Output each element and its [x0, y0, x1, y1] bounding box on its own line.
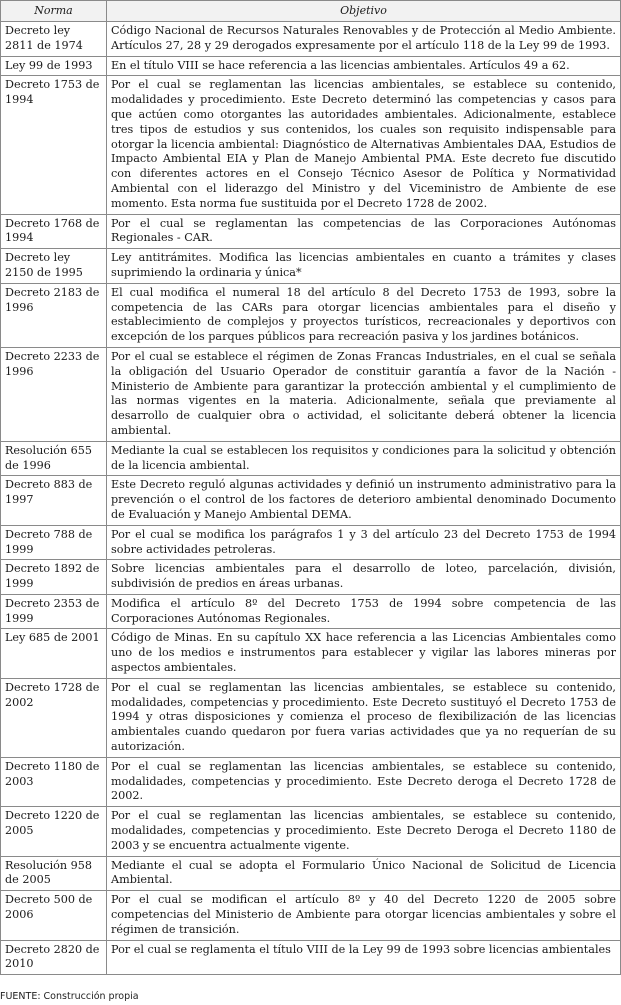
- objetivo-cell: Por el cual se reglamentan las licencias ambientales, se establece su contenido, modalidades, competencias y procedimiento. Este Decreto Deroga el Decreto 1180 de 2003 y se encuentra actualmente vigente.: [107, 807, 621, 856]
- objetivo-cell: Este Decreto reguló algunas actividades y definió un instrumento administrativo para la prevención o el control de los factores de deterioro ambiental denominado Documento de Evaluación y Manejo Ambiental DEMA.: [107, 476, 621, 525]
- table-row: [1, 56, 621, 76]
- header-objetivo: Objetivo: [107, 1, 621, 22]
- norma-cell: Decreto ley 2811 de 1974: [1, 22, 107, 57]
- objetivo-cell: Por el cual se reglamentan las licencias ambientales, se establece su contenido, modalidades y procedimiento. Este Decreto determinó las competencias y casos para que actúen como otorgantes las autoridades ambientales. Adicionalmente, establece tres tipos de estudios y sus contenidos, los cuales son requisito indispensable para otorgar la licencia ambiental: Diagnóstico de Alternativas Ambientales DAA, Estudios de Impacto Ambiental EIA y Plan de Manejo Ambiental PMA. Este decreto fue discutido con diferentes actores en el Consejo Técnico Asesor de Política y Normatividad Ambiental con el liderazgo del Ministro y del Viceministro de Ambiente de ese momento. Esta norma fue sustituida por el Decreto 1728 de 2002.: [107, 76, 621, 214]
- table-row: [1, 441, 621, 476]
- objetivo-cell: Código de Minas. En su capítulo XX hace referencia a las Licencias Ambientales como uno de los medios e instrumentos para establecer y vigilar las labores mineras por aspectos ambientales.: [107, 629, 621, 678]
- table-row: [1, 476, 621, 525]
- table-row: [1, 525, 621, 560]
- objetivo-cell: Mediante la cual se establecen los requisitos y condiciones para la solicitud y obtención de la licencia ambiental.: [107, 441, 621, 476]
- norma-cell: Decreto ley 2150 de 1995: [1, 249, 107, 284]
- objetivo-cell: Por el cual se reglamenta el título VIII de la Ley 99 de 1993 sobre licencias ambientales: [107, 940, 621, 975]
- norma-cell: Decreto 2820 de 2010: [1, 940, 107, 975]
- objetivo-cell: Por el cual se establece el régimen de Zonas Francas Industriales, en el cual se señala la obligación del Usuario Operador de constituir garantía a favor de la Nación - Ministerio de Ambiente para garantizar la protección ambiental y el cumplimiento de las normas vigentes en la materia. Adicionalmente, señala que previamente al desarrollo de cualquier obra o actividad, el solicitante deberá obtener la licencia ambiental.: [107, 347, 621, 441]
- table-row: [1, 76, 621, 214]
- objetivo-cell: Modifica el artículo 8º del Decreto 1753 de 1994 sobre competencia de las Corporaciones Autónomas Regionales.: [107, 594, 621, 629]
- objetivo-cell: Código Nacional de Recursos Naturales Renovables y de Protección al Medio Ambiente. Artículos 27, 28 y 29 derogados expresamente por el artículo 118 de la Ley 99 de 1993.: [107, 22, 621, 57]
- table-row: [1, 22, 621, 57]
- objetivo-cell: En el título VIII se hace referencia a las licencias ambientales. Artículos 49 a 62.: [107, 56, 621, 76]
- objetivo-cell: Sobre licencias ambientales para el desarrollo de loteo, parcelación, división, subdivisión de predios en áreas urbanas.: [107, 560, 621, 595]
- norma-cell: Resolución 958 de 2005: [1, 856, 107, 891]
- table-row: [1, 678, 621, 757]
- table-row: [1, 214, 621, 249]
- norma-cell: Decreto 1892 de 1999: [1, 560, 107, 595]
- table-row: [1, 940, 621, 975]
- table-row: [1, 249, 621, 284]
- norma-cell: Decreto 2233 de 1996: [1, 347, 107, 441]
- table-header-row: [1, 1, 621, 22]
- norma-cell: Decreto 1220 de 2005: [1, 807, 107, 856]
- table-row: [1, 347, 621, 441]
- header-norma: Norma: [1, 1, 107, 22]
- objetivo-cell: Mediante el cual se adopta el Formulario Único Nacional de Solicitud de Licencia Ambiental.: [107, 856, 621, 891]
- norma-cell: Decreto 500 de 2006: [1, 891, 107, 940]
- norma-cell: Decreto 883 de 1997: [1, 476, 107, 525]
- norma-cell: Decreto 2353 de 1999: [1, 594, 107, 629]
- norma-cell: Decreto 1753 de 1994: [1, 76, 107, 214]
- table-row: [1, 891, 621, 940]
- table-row: [1, 560, 621, 595]
- table-row: [1, 283, 621, 347]
- table-row: [1, 856, 621, 891]
- norma-cell: Resolución 655 de 1996: [1, 441, 107, 476]
- objetivo-cell: Por el cual se reglamentan las licencias ambientales, se establece su contenido, modalidades, competencias y procedimiento. Este Decreto deroga el Decreto 1728 de 2002.: [107, 757, 621, 806]
- table-row: [1, 757, 621, 806]
- objetivo-cell: Ley antitrámites. Modifica las licencias ambientales en cuanto a trámites y clases suprimiendo la ordinaria y única*: [107, 249, 621, 284]
- objetivo-cell: Por el cual se modifica los parágrafos 1 y 3 del artículo 23 del Decreto 1753 de 1994 sobre actividades petroleras.: [107, 525, 621, 560]
- norma-cell: Decreto 1768 de 1994: [1, 214, 107, 249]
- objetivo-cell: Por el cual se reglamentan las competencias de las Corporaciones Autónomas Regionales - CAR.: [107, 214, 621, 249]
- norma-cell: Ley 99 de 1993: [1, 56, 107, 76]
- norma-cell: Decreto 2183 de 1996: [1, 283, 107, 347]
- source-note: FUENTE: Construcción propia: [0, 991, 139, 1002]
- table-row: [1, 807, 621, 856]
- norma-cell: Decreto 1728 de 2002: [1, 678, 107, 757]
- norma-cell: Decreto 788 de 1999: [1, 525, 107, 560]
- table-row: [1, 629, 621, 678]
- norma-cell: Decreto 1180 de 2003: [1, 757, 107, 806]
- norma-cell: Ley 685 de 2001: [1, 629, 107, 678]
- objetivo-cell: Por el cual se modifican el artículo 8º y 40 del Decreto 1220 de 2005 sobre competencias del Ministerio de Ambiente para otorgar licencias ambientales y sobre el régimen de transición.: [107, 891, 621, 940]
- objetivo-cell: El cual modifica el numeral 18 del artículo 8 del Decreto 1753 de 1993, sobre la competencia de las CARs para otorgar licencias ambientales para el diseño y establecimiento de complejos y proyectos turísticos, recreacionales y deportivos con excepción de los parques públicos para recreación pasiva y los jardines botánicos.: [107, 283, 621, 347]
- objetivo-cell: Por el cual se reglamentan las licencias ambientales, se establece su contenido, modalidades, competencias y procedimiento. Este Decreto sustituyó el Decreto 1753 de 1994 y otras disposiciones y comienza el proceso de flexibilización de las licencias ambientales cuando quedaron por fuera varias actividades que ya no requerían de su autorización.: [107, 678, 621, 757]
- table-row: [1, 594, 621, 629]
